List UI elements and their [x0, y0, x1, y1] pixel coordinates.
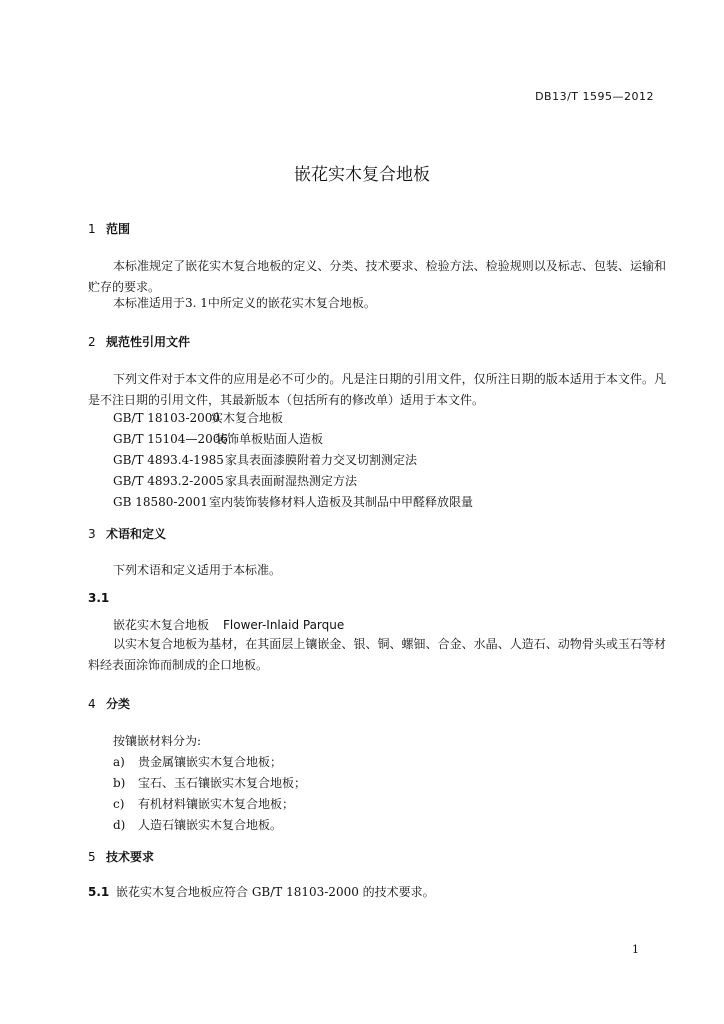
section-number: 1	[88, 222, 96, 236]
reference-title: 室内装饰装修材料人造板及其制品中甲醛释放限量	[209, 495, 474, 509]
section-1-heading	[88, 220, 130, 237]
list-item	[113, 753, 282, 770]
section-title: 规范性引用文件	[106, 335, 191, 349]
reference-title: 家具表面漆膜附着力交叉切割测定法	[225, 453, 418, 467]
term-definition: 以实木复合地板为基材，在其面层上镶嵌金、银、铜、螺钿、合金、水晶、人造石、动物骨头或玉石等材料经表面涂饰而制成的企口地板。	[88, 637, 666, 672]
section-3-paragraph: 下列术语和定义适用于本标准。	[113, 563, 282, 577]
section-2-paragraph: 下列文件对于本文件的应用是必不可少的。凡是注日期的引用文件，仅所注日期的版本适用于本文件。凡是不注日期的引用文件，其最新版本（包括所有的修改单）适用于本文件。	[88, 372, 666, 407]
section-title: 技术要求	[106, 850, 155, 864]
term-chinese: 嵌花实木复合地板	[113, 618, 210, 632]
list-text: 有机材料镶嵌实木复合地板；	[138, 797, 295, 811]
section-1-scope: 本标准适用于3. 1中所定义的嵌花实木复合地板。	[113, 296, 376, 310]
reference-code: GB/T 4893.2-2005	[113, 474, 224, 488]
standard-number: DB13/T 1595—2012	[535, 90, 654, 103]
reference-title: 实木复合地板	[211, 411, 284, 425]
reference-item	[113, 430, 323, 447]
section-1-paragraph: 本标准规定了嵌花实木复合地板的定义、分类、技术要求、检验方法、检验规则以及标志、包装、运输和贮存的要求。	[88, 259, 666, 294]
list-item	[113, 816, 282, 833]
list-label: a)	[113, 755, 125, 769]
section-number: 4	[88, 697, 96, 711]
reference-item	[113, 493, 473, 510]
reference-item	[113, 409, 283, 426]
list-text: 贵金属镶嵌实木复合地板；	[138, 755, 283, 769]
section-number: 5	[88, 850, 96, 864]
classification-intro: 按镶嵌材料分为:	[113, 734, 202, 748]
list-item	[113, 774, 306, 791]
subsection-number: 5.1	[88, 885, 110, 899]
term-english: Flower-Inlaid Parque	[223, 618, 345, 632]
reference-code: GB 18580-2001	[113, 495, 208, 509]
subsection-5-1	[88, 883, 435, 900]
list-text: 人造石镶嵌实木复合地板。	[138, 818, 283, 832]
section-title: 分类	[106, 697, 131, 711]
list-label: b)	[113, 776, 126, 790]
list-text: 宝石、玉石镶嵌实木复合地板；	[138, 776, 307, 790]
reference-code: GB/T 15104—2006	[113, 432, 228, 446]
list-label: c)	[113, 797, 125, 811]
list-label: d)	[113, 818, 126, 832]
reference-code: GB/T 4893.4-1985	[113, 453, 224, 467]
section-2-heading	[88, 333, 190, 350]
section-number: 2	[88, 335, 96, 349]
document-title: 嵌花实木复合地板	[294, 165, 430, 185]
section-4-heading	[88, 695, 130, 712]
list-item	[113, 795, 294, 812]
section-number: 3	[88, 527, 96, 541]
reference-item	[113, 472, 357, 489]
page-number: 1	[632, 943, 639, 956]
section-title: 术语和定义	[106, 527, 167, 541]
reference-title: 装饰单板贴面人造板	[215, 432, 324, 446]
subsection-3-1-heading: 3.1	[88, 591, 110, 605]
reference-code: GB/T 18103-2000	[113, 411, 221, 425]
section-3-heading	[88, 525, 166, 542]
subsection-text: 嵌花实木复合地板应符合 GB/T 18103-2000 的技术要求。	[116, 885, 435, 899]
term-heading	[113, 616, 344, 633]
section-title: 范围	[106, 222, 131, 236]
section-5-heading	[88, 848, 154, 865]
reference-item	[113, 451, 417, 468]
reference-title: 家具表面耐湿热测定方法	[225, 474, 358, 488]
